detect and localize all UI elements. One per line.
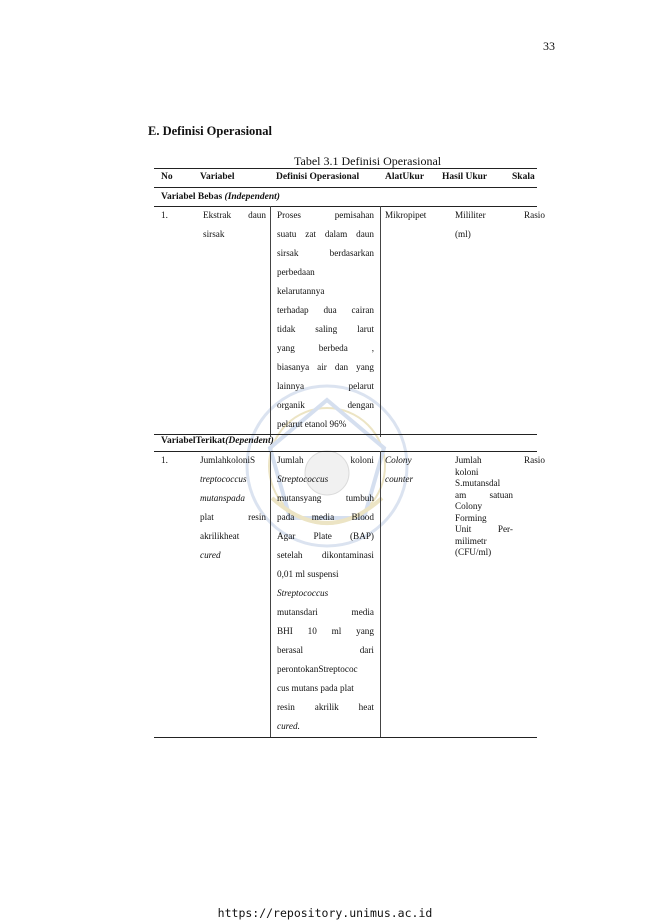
header-hasil-ukur: Hasil Ukur xyxy=(442,172,488,182)
footer-url: https://repository.unimus.ac.id xyxy=(217,906,433,920)
header-definisi: Definisi Operasional xyxy=(276,172,360,182)
row-2-alat-ukur: Colony counter xyxy=(385,455,414,484)
row-1-skala: Rasio xyxy=(524,210,545,220)
row-1-hasil-ukur: Mililiter (ml) xyxy=(455,210,486,239)
row-1-variabel: Ekstrak daun sirsak xyxy=(203,210,266,239)
row-2-hasil-ukur: Jumlah koloni S.mutansdal am satuan Colony Forming Unit Per- milimetr (CFU/ml) xyxy=(455,455,513,557)
header-no: No xyxy=(161,172,173,182)
header-skala: Skala xyxy=(512,172,535,182)
header-variabel: Variabel xyxy=(200,172,235,182)
group-label-independent: Variabel Bebas (Independent) xyxy=(161,192,280,202)
section-heading: E. Definisi Operasional xyxy=(148,124,272,138)
row-2-no: 1. xyxy=(161,455,168,465)
row-2-definisi: Jumlah koloni Streptococcus mutansyang tumbuh pada media Blood Agar Plate (BAP) setelah dikontaminasi 0,01 ml suspensi Streptococcus mutansdari media BHI 10 ml yang berasal dari perontokanStreptococ cus mutans pada plat resin akrilik heat cured. xyxy=(277,455,374,731)
row-1-alat-ukur: Mikropipet xyxy=(385,210,427,220)
table-caption: Tabel 3.1 Definisi Operasional xyxy=(294,154,442,168)
row-1-no: 1. xyxy=(161,210,168,220)
header-alat-ukur: AlatUkur xyxy=(385,172,425,182)
page-number: 33 xyxy=(543,39,555,53)
row-1-definisi: Proses pemisahan suatu zat dalam daun sirsak berdasarkan perbedaan kelarutannya terhadap dua cairan tidak saling larut yang berbeda , biasanya air dan yang lainnya pelarut organik dengan pelarut etanol 96% xyxy=(277,210,374,429)
row-2-variabel: JumlahkoloniS treptococcus mutanspada plat resin akrilikheat cured xyxy=(200,455,266,560)
row-2-skala: Rasio xyxy=(524,455,545,465)
group-label-dependent: VariabelTerikat(Dependent) xyxy=(161,436,274,446)
